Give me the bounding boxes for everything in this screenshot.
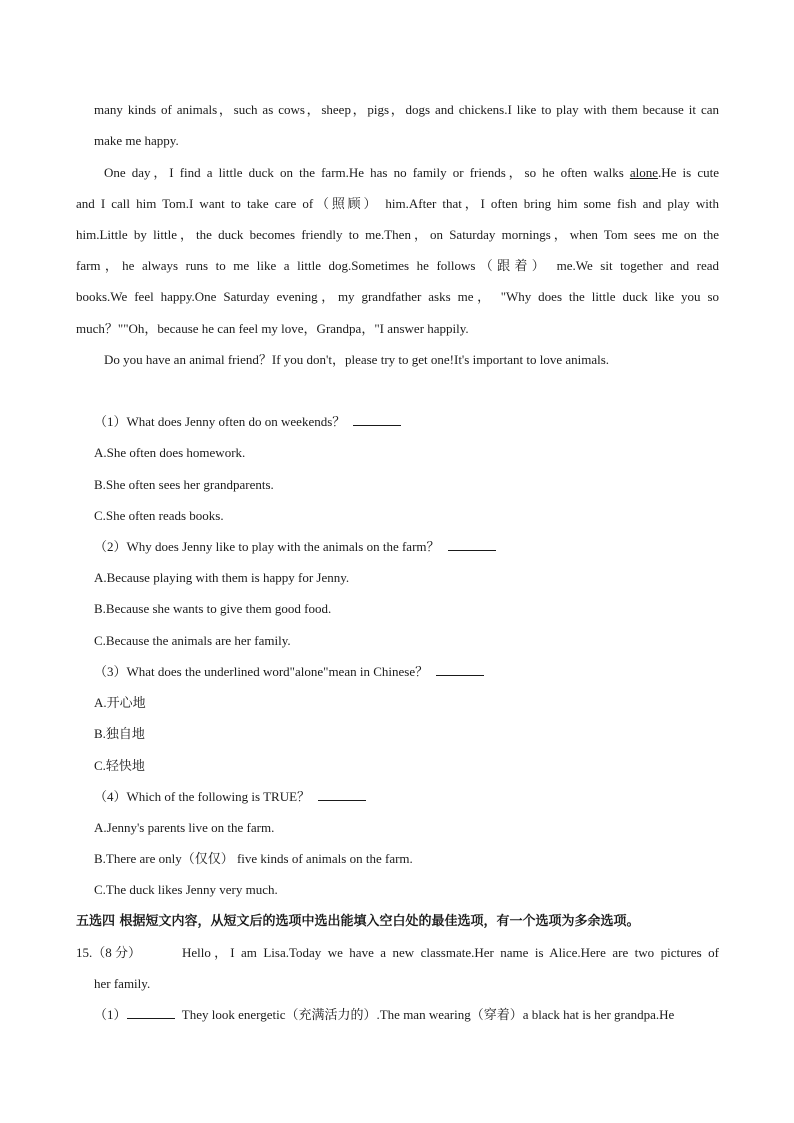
question-option: C.The duck likes Jenny very much. [94,882,278,897]
q15-line: Hello，I am Lisa.Today we have a new classmate.Her name is Alice.Here are two pictures of [182,945,719,960]
question-stem [94,663,484,681]
answer-blank[interactable] [353,413,401,426]
answer-blank[interactable] [448,538,496,551]
answer-blank[interactable] [127,1006,175,1019]
passage-line: books.We feel happy.One Saturday evening，my grandfather asks me， "Why does the little duck like you so [76,289,719,304]
question-option: A.Because playing with them is happy for Jenny. [94,570,350,585]
question-option: C.Because the animals are her family. [94,633,291,648]
question-option: A.Jenny's parents live on the farm. [94,820,275,835]
passage-line: many kinds of animals，such as cows，sheep，pigs，dogs and chickens.I like to play with them because it can [94,102,719,117]
q15-line [94,1006,719,1024]
passage-line: much？""Oh，because he can feel my love，Grandpa，"I answer happily. [76,321,469,336]
passage-line: Do you have an animal friend？If you don't，please try to get one!It's important to love animals. [104,352,610,367]
passage-line: and I call him Tom.I want to take care of（照顾） him.After that，I often bring him some fish and play with [76,196,719,211]
section-heading: 五选四 根据短文内容，从短文后的选项中选出能填入空白处的最佳选项，有一个选项为多余选项。 [76,914,640,929]
underlined-word: alone [629,165,659,180]
question-text: （2）Why does Jenny like to play with the animals on the farm？ [94,539,440,554]
question-text: （4）Which of the following is TRUE？ [94,789,311,804]
answer-blank[interactable] [436,663,484,676]
question-stem [94,788,366,806]
q15-text: They look energetic（充满活力的）.The man wearing（穿着）a black hat is her grandpa.He [178,1007,675,1022]
question-option: B.独自地 [94,726,145,741]
passage-line: make me happy. [94,133,179,148]
question-option: C.She often reads books. [94,508,224,523]
question-stem [94,413,401,431]
passage-line: him.Little by little，the duck becomes friendly to me.Then，on Saturday mornings，when Tom sees me on the [76,227,719,242]
question-option: B.She often sees her grandparents. [94,477,274,492]
question-text: （3）What does the underlined word"alone"mean in Chinese？ [94,664,429,679]
blank-number: （1） [94,1007,127,1022]
question-option: C.轻快地 [94,758,145,773]
question-option: B.Because she wants to give them good food. [94,601,332,616]
question-text: （1）What does Jenny often do on weekends？ [94,414,346,429]
question-stem [94,538,496,556]
question-option: A.开心地 [94,695,146,710]
passage-line [104,164,719,182]
question-option: B.There are only（仅仅） five kinds of animals on the farm. [94,851,413,866]
passage-text: .He is cute [658,165,719,180]
q15-line: her family. [94,976,151,991]
passage-text: One day，I find a little duck on the farm.He has no family or friends，so he often walks [104,165,630,180]
question-option: A.She often does homework. [94,445,246,460]
question-number: 15.（8 分） [76,945,142,960]
answer-blank[interactable] [318,788,366,801]
passage-line: farm，he always runs to me like a little dog.Sometimes he follows（跟着） me.We sit together and read [76,258,719,273]
